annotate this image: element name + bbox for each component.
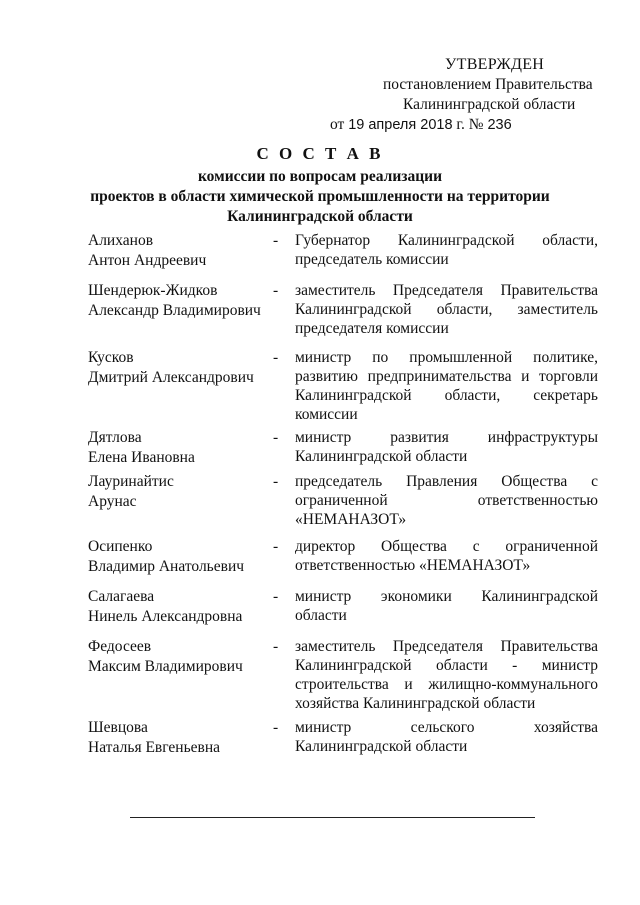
member-name <box>88 348 278 388</box>
approval-stamp <box>330 55 620 135</box>
member-name <box>88 281 278 321</box>
member-surname: Лауринайтис <box>88 473 174 490</box>
member-name <box>88 637 278 677</box>
member-given-name: Максим Владимирович <box>88 658 243 675</box>
approval-title: УТВЕРЖДЕН <box>445 56 545 73</box>
member-role: заместитель Председателя Правительства Калининградской области, заместитель председателя комиссии <box>295 282 598 337</box>
approval-line-region: Калининградской области <box>403 96 576 113</box>
member-role: председатель Правления Общества с ограниченной ответственностью «НЕМАНАЗОТ» <box>295 473 598 528</box>
member-given-name: Арунас <box>88 493 137 510</box>
approval-number: 236 <box>487 117 512 133</box>
member-role: Губернатор Калининградской области, председатель комиссии <box>295 232 598 268</box>
member-surname: Шендерюк-Жидков <box>88 282 218 299</box>
member-surname: Федосеев <box>88 638 152 655</box>
member-dash: - <box>273 538 279 555</box>
approval-date-suffix: г. № <box>456 116 484 133</box>
member-dash: - <box>273 719 279 736</box>
member-given-name: Нинель Александровна <box>88 608 243 625</box>
member-role: директор Общества с ограниченной ответственностью «НЕМАНАЗОТ» <box>295 538 598 574</box>
member-given-name: Елена Ивановна <box>88 449 195 466</box>
document-heading <box>60 144 580 227</box>
approval-line-resolution: постановлением Правительства <box>383 76 593 93</box>
member-given-name: Наталья Евгеньевна <box>88 739 221 756</box>
member-role: министр по промышленной политике, развитию предпринимательства и торговли Калининградской области, секретарь комиссии <box>295 349 598 423</box>
member-role: заместитель Председателя Правительства Калининградской области - министр строительства и жилищно-коммунального хозяйства Калининградской области <box>295 638 598 712</box>
member-surname: Кусков <box>88 349 134 366</box>
approval-date-value: 19 апреля 2018 <box>348 117 453 133</box>
member-given-name: Александр Владимирович <box>88 302 261 319</box>
heading-title: С О С Т А В <box>256 144 384 163</box>
heading-subtitle-2: проектов в области химической промышленности на территории <box>90 188 550 205</box>
member-name <box>88 428 278 468</box>
member-given-name: Антон Андреевич <box>88 252 207 269</box>
member-surname: Осипенко <box>88 538 153 555</box>
approval-date-line <box>330 115 620 135</box>
member-dash: - <box>273 473 279 490</box>
member-role: министр развития инфраструктуры Калининградской области <box>295 429 598 465</box>
member-surname: Шевцова <box>88 719 148 736</box>
member-dash: - <box>273 349 279 366</box>
approval-date-prefix: от <box>330 116 345 133</box>
member-given-name: Дмитрий Александрович <box>88 369 254 386</box>
heading-subtitle-1: комиссии по вопросам реализации <box>197 168 443 185</box>
member-role: министр сельского хозяйства Калининградской области <box>295 719 598 755</box>
member-role: министр экономики Калининградской области <box>295 588 598 624</box>
member-dash: - <box>273 638 279 655</box>
member-surname: Дятлова <box>88 429 142 446</box>
member-name <box>88 472 278 512</box>
member-given-name: Владимир Анатольевич <box>88 558 245 575</box>
member-name <box>88 231 278 271</box>
member-surname: Алиханов <box>88 232 154 249</box>
member-surname: Салагаева <box>88 588 155 605</box>
member-dash: - <box>273 429 279 446</box>
member-name <box>88 587 278 627</box>
member-name <box>88 537 278 577</box>
member-dash: - <box>273 282 279 299</box>
member-dash: - <box>273 588 279 605</box>
heading-subtitle-3: Калининградской области <box>227 208 413 225</box>
member-name <box>88 718 278 758</box>
member-dash: - <box>273 232 279 249</box>
bottom-divider <box>130 817 535 818</box>
